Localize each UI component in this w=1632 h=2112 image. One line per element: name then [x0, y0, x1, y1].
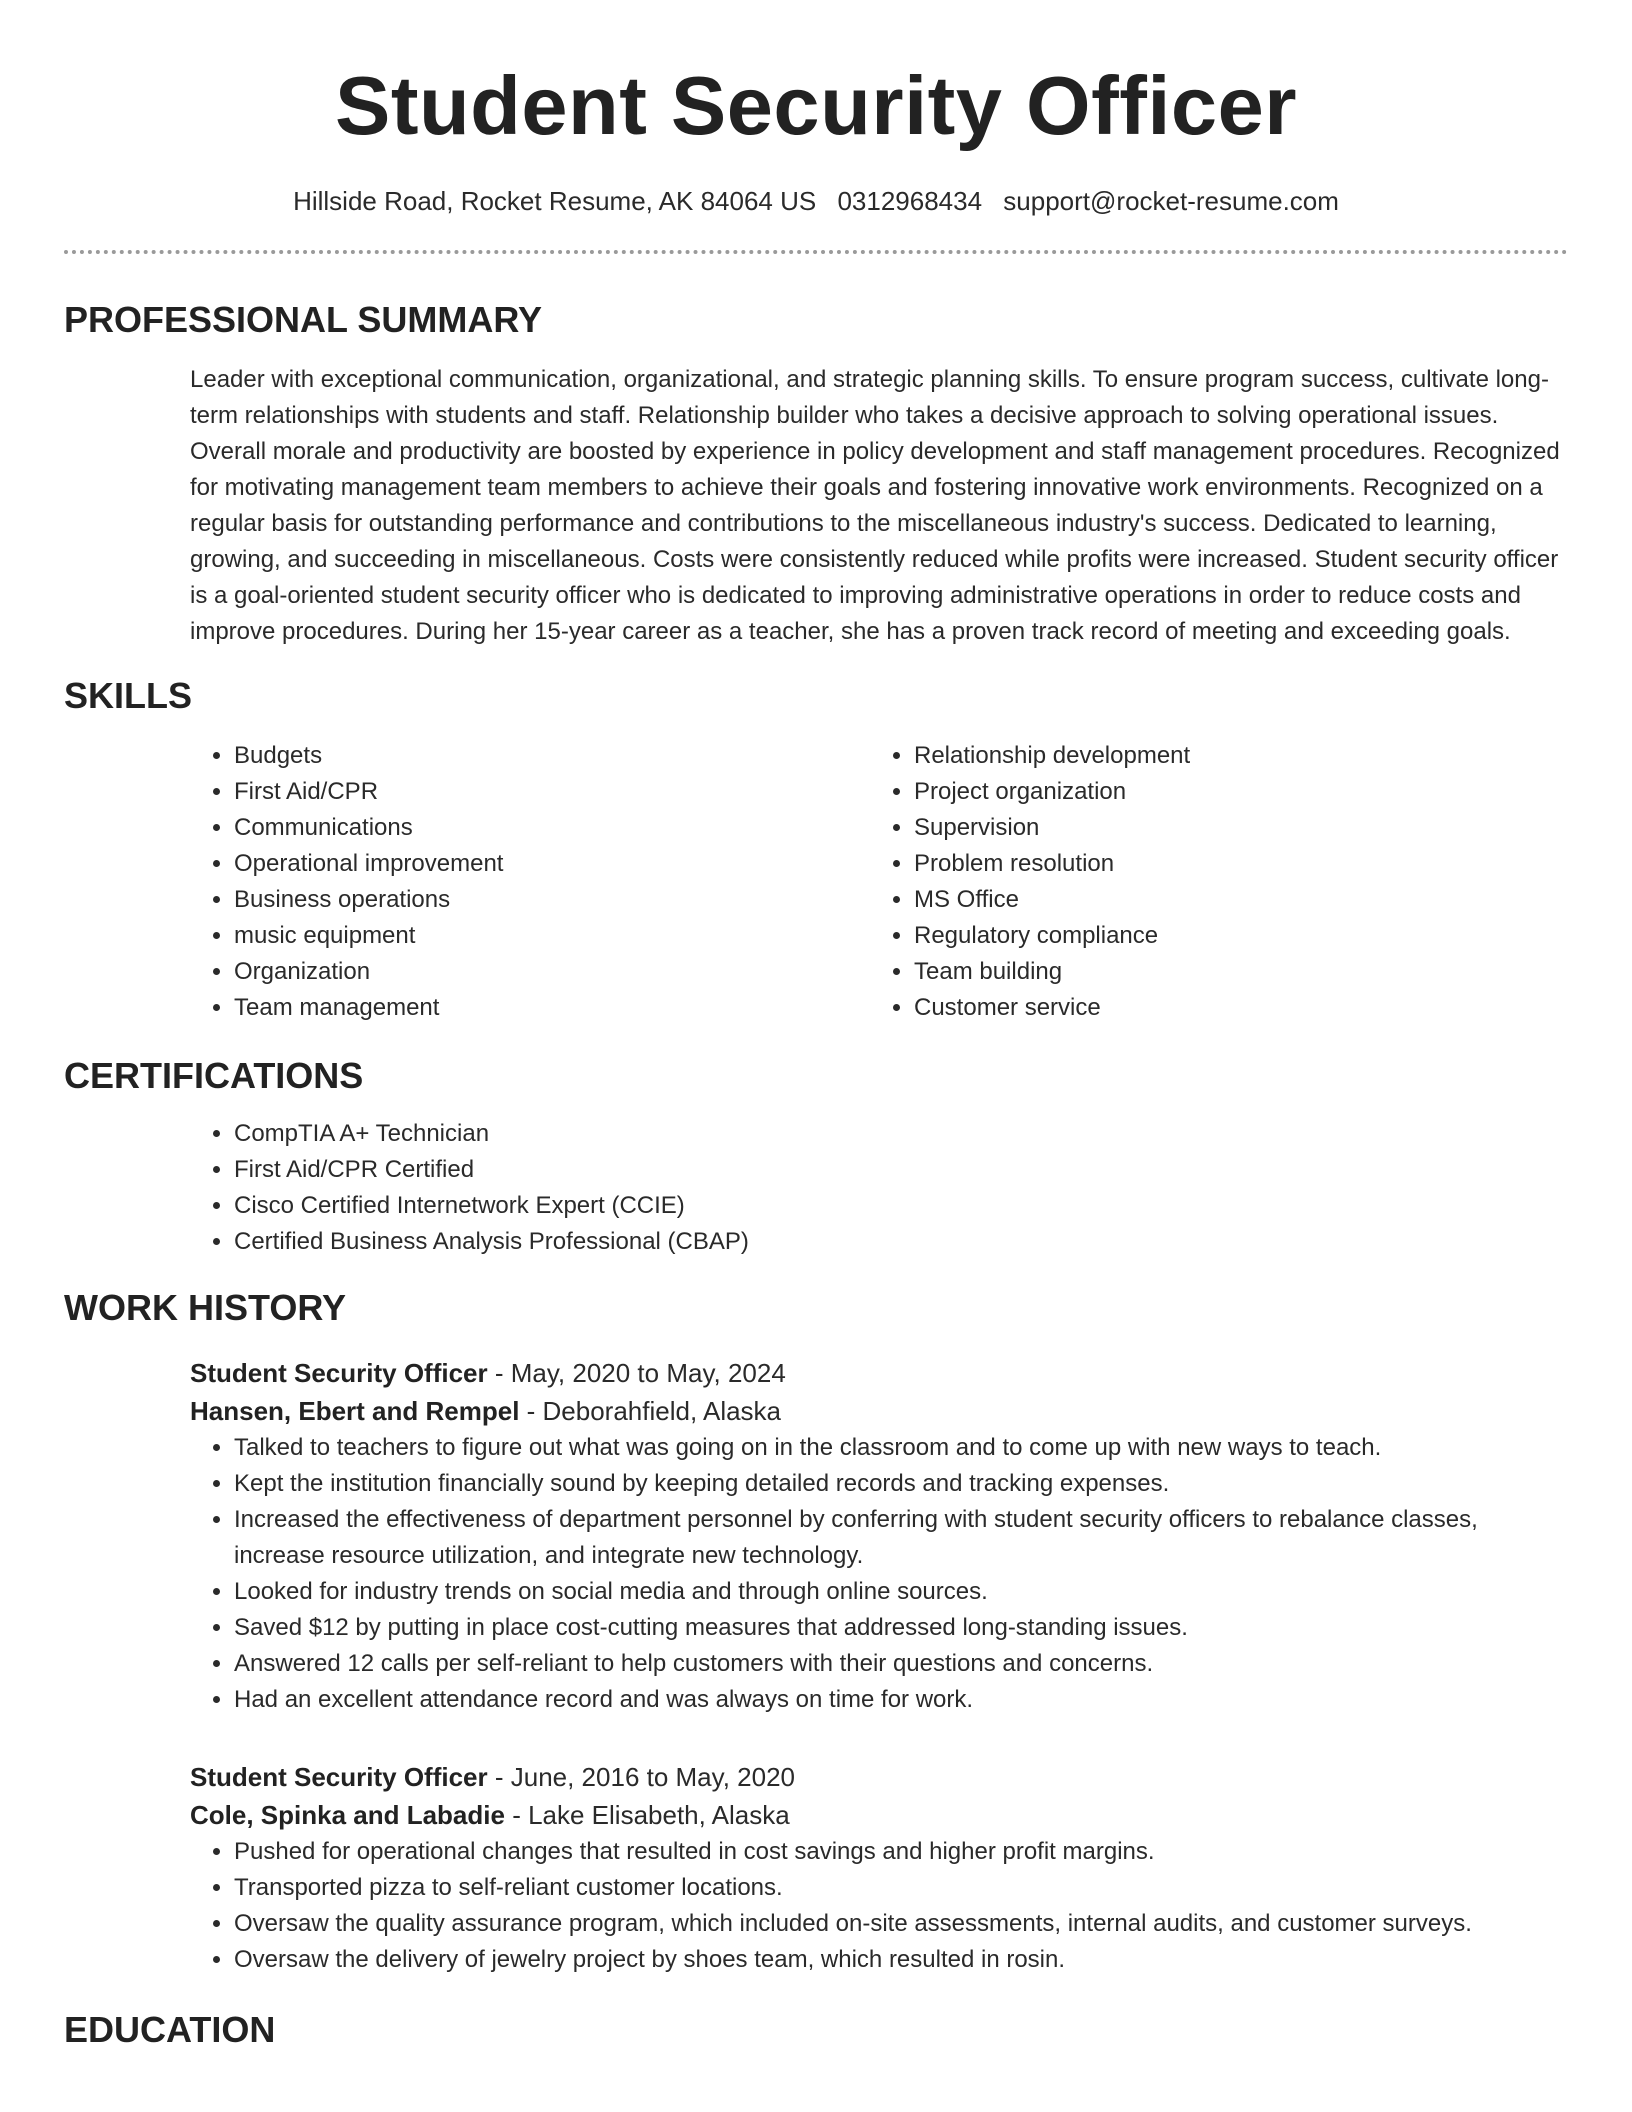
- certification-item: • Cisco Certified Internetwork Expert (CCIE): [234, 1188, 1568, 1224]
- summary-section: [64, 298, 1568, 650]
- job-duty: • Oversaw the delivery of jewelry project by shoes team, which resulted in rosin.: [234, 1942, 1568, 1978]
- skill-item: • Project organization: [914, 774, 1550, 810]
- job-position: Student Security Officer: [190, 1358, 488, 1388]
- education-section: [64, 2008, 1568, 2052]
- certifications-section: [64, 1054, 1568, 1260]
- skill-item: • music equipment: [234, 918, 870, 954]
- resume-header: [64, 56, 1568, 254]
- job-location: - Deborahfield, Alaska: [519, 1396, 782, 1426]
- work-history-section: [64, 1286, 1568, 1978]
- skill-item: • Team management: [234, 990, 870, 1026]
- skill-item: • Budgets: [234, 738, 870, 774]
- skill-item: • Team building: [914, 954, 1550, 990]
- job-dates: - June, 2016 to May, 2020: [487, 1762, 796, 1792]
- job-duty: • Saved $12 by putting in place cost-cutting measures that addressed long-standing issues.: [234, 1610, 1568, 1646]
- certifications-heading: CERTIFICATIONS: [64, 1055, 364, 1096]
- job-company: Cole, Spinka and Labadie: [190, 1800, 505, 1830]
- certification-item: • First Aid/CPR Certified: [234, 1152, 1568, 1188]
- job-duty: • Answered 12 calls per self-reliant to help customers with their questions and concerns.: [234, 1646, 1568, 1682]
- skill-item: • Regulatory compliance: [914, 918, 1550, 954]
- education-heading: EDUCATION: [64, 2009, 276, 2050]
- skill-item: • Relationship development: [914, 738, 1550, 774]
- skills-list-right: [870, 738, 1550, 1026]
- certification-item: • Certified Business Analysis Professional (CBAP): [234, 1224, 1568, 1260]
- skill-item: • Communications: [234, 810, 870, 846]
- job-duty: • Talked to teachers to figure out what was going on in the classroom and to come up with new ways to teach.: [234, 1430, 1568, 1466]
- job-duties-list: [190, 1430, 1568, 1718]
- skills-section: [64, 674, 1568, 1026]
- summary-heading: PROFESSIONAL SUMMARY: [64, 299, 543, 340]
- address-text: Hillside Road, Rocket Resume, AK 84064 US: [293, 186, 817, 216]
- job-duty: • Transported pizza to self-reliant customer locations.: [234, 1870, 1568, 1906]
- job-entry: [190, 1354, 1568, 1718]
- job-dates: - May, 2020 to May, 2024: [487, 1358, 786, 1388]
- certifications-list: [190, 1116, 1568, 1260]
- job-company-line: [190, 1392, 1568, 1430]
- candidate-name: Student Security Officer: [334, 59, 1298, 152]
- job-duty: • Increased the effectiveness of department personnel by conferring with student security officers to rebalance classes, increase resource utilization, and integrate new technology.: [234, 1502, 1568, 1574]
- job-company: Hansen, Ebert and Rempel: [190, 1396, 520, 1426]
- certification-item: • CompTIA A+ Technician: [234, 1116, 1568, 1152]
- job-title-line: [190, 1354, 1568, 1392]
- skill-item: • Supervision: [914, 810, 1550, 846]
- job-duty: • Kept the institution financially sound by keeping detailed records and tracking expenses.: [234, 1466, 1568, 1502]
- skills-heading: SKILLS: [64, 675, 193, 716]
- job-duty: • Had an excellent attendance record and was always on time for work.: [234, 1682, 1568, 1718]
- skills-list-left: [190, 738, 870, 1026]
- resume-page: [64, 0, 1568, 2052]
- job-duties-list: [190, 1834, 1568, 1978]
- job-company-line: [190, 1796, 1568, 1834]
- skill-item: • Operational improvement: [234, 846, 870, 882]
- job-duty: • Pushed for operational changes that resulted in cost savings and higher profit margins.: [234, 1834, 1568, 1870]
- skill-item: • Organization: [234, 954, 870, 990]
- skill-item: • Customer service: [914, 990, 1550, 1026]
- skill-item: • Problem resolution: [914, 846, 1550, 882]
- skill-item: • Business operations: [234, 882, 870, 918]
- summary-text: Leader with exceptional communication, organizational, and strategic planning skills. To ensure program success, cultivate long-term relationships with students and staff. Relationship builder who takes a decisive approach to solving operational issues. Overall morale and productivity are boosted by experience in policy development and staff management procedures. Recognized for motivating management team members to achieve their goals and fostering innovative work environments. Recognized on a regular basis for outstanding performance and contributions to the miscellaneous industry's success. Dedicated to learning, growing, and succeeding in miscellaneous. Costs were consistently reduced while profits were increased. Student security officer is a goal-oriented student security officer who is dedicated to improving administrative operations in order to reduce costs and improve procedures. During her 15-year career as a teacher, she has a proven track record of meeting and exceeding goals.: [190, 366, 1560, 645]
- job-title-line: [190, 1758, 1568, 1796]
- email-text: support@rocket-resume.com: [1003, 186, 1339, 216]
- skill-item: • First Aid/CPR: [234, 774, 870, 810]
- skill-item: • MS Office: [914, 882, 1550, 918]
- skills-columns: [190, 738, 1568, 1026]
- contact-line: [64, 184, 1568, 218]
- job-duty: • Oversaw the quality assurance program, which included on-site assessments, internal audits, and customer surveys.: [234, 1906, 1568, 1942]
- work-history-heading: WORK HISTORY: [64, 1287, 347, 1328]
- job-position: Student Security Officer: [190, 1762, 488, 1792]
- job-entry: [190, 1758, 1568, 1978]
- phone-text: 0312968434: [837, 186, 983, 216]
- certifications-block: [190, 1116, 1568, 1260]
- header-divider: [64, 250, 1568, 254]
- job-location: - Lake Elisabeth, Alaska: [504, 1800, 790, 1830]
- job-duty: • Looked for industry trends on social media and through online sources.: [234, 1574, 1568, 1610]
